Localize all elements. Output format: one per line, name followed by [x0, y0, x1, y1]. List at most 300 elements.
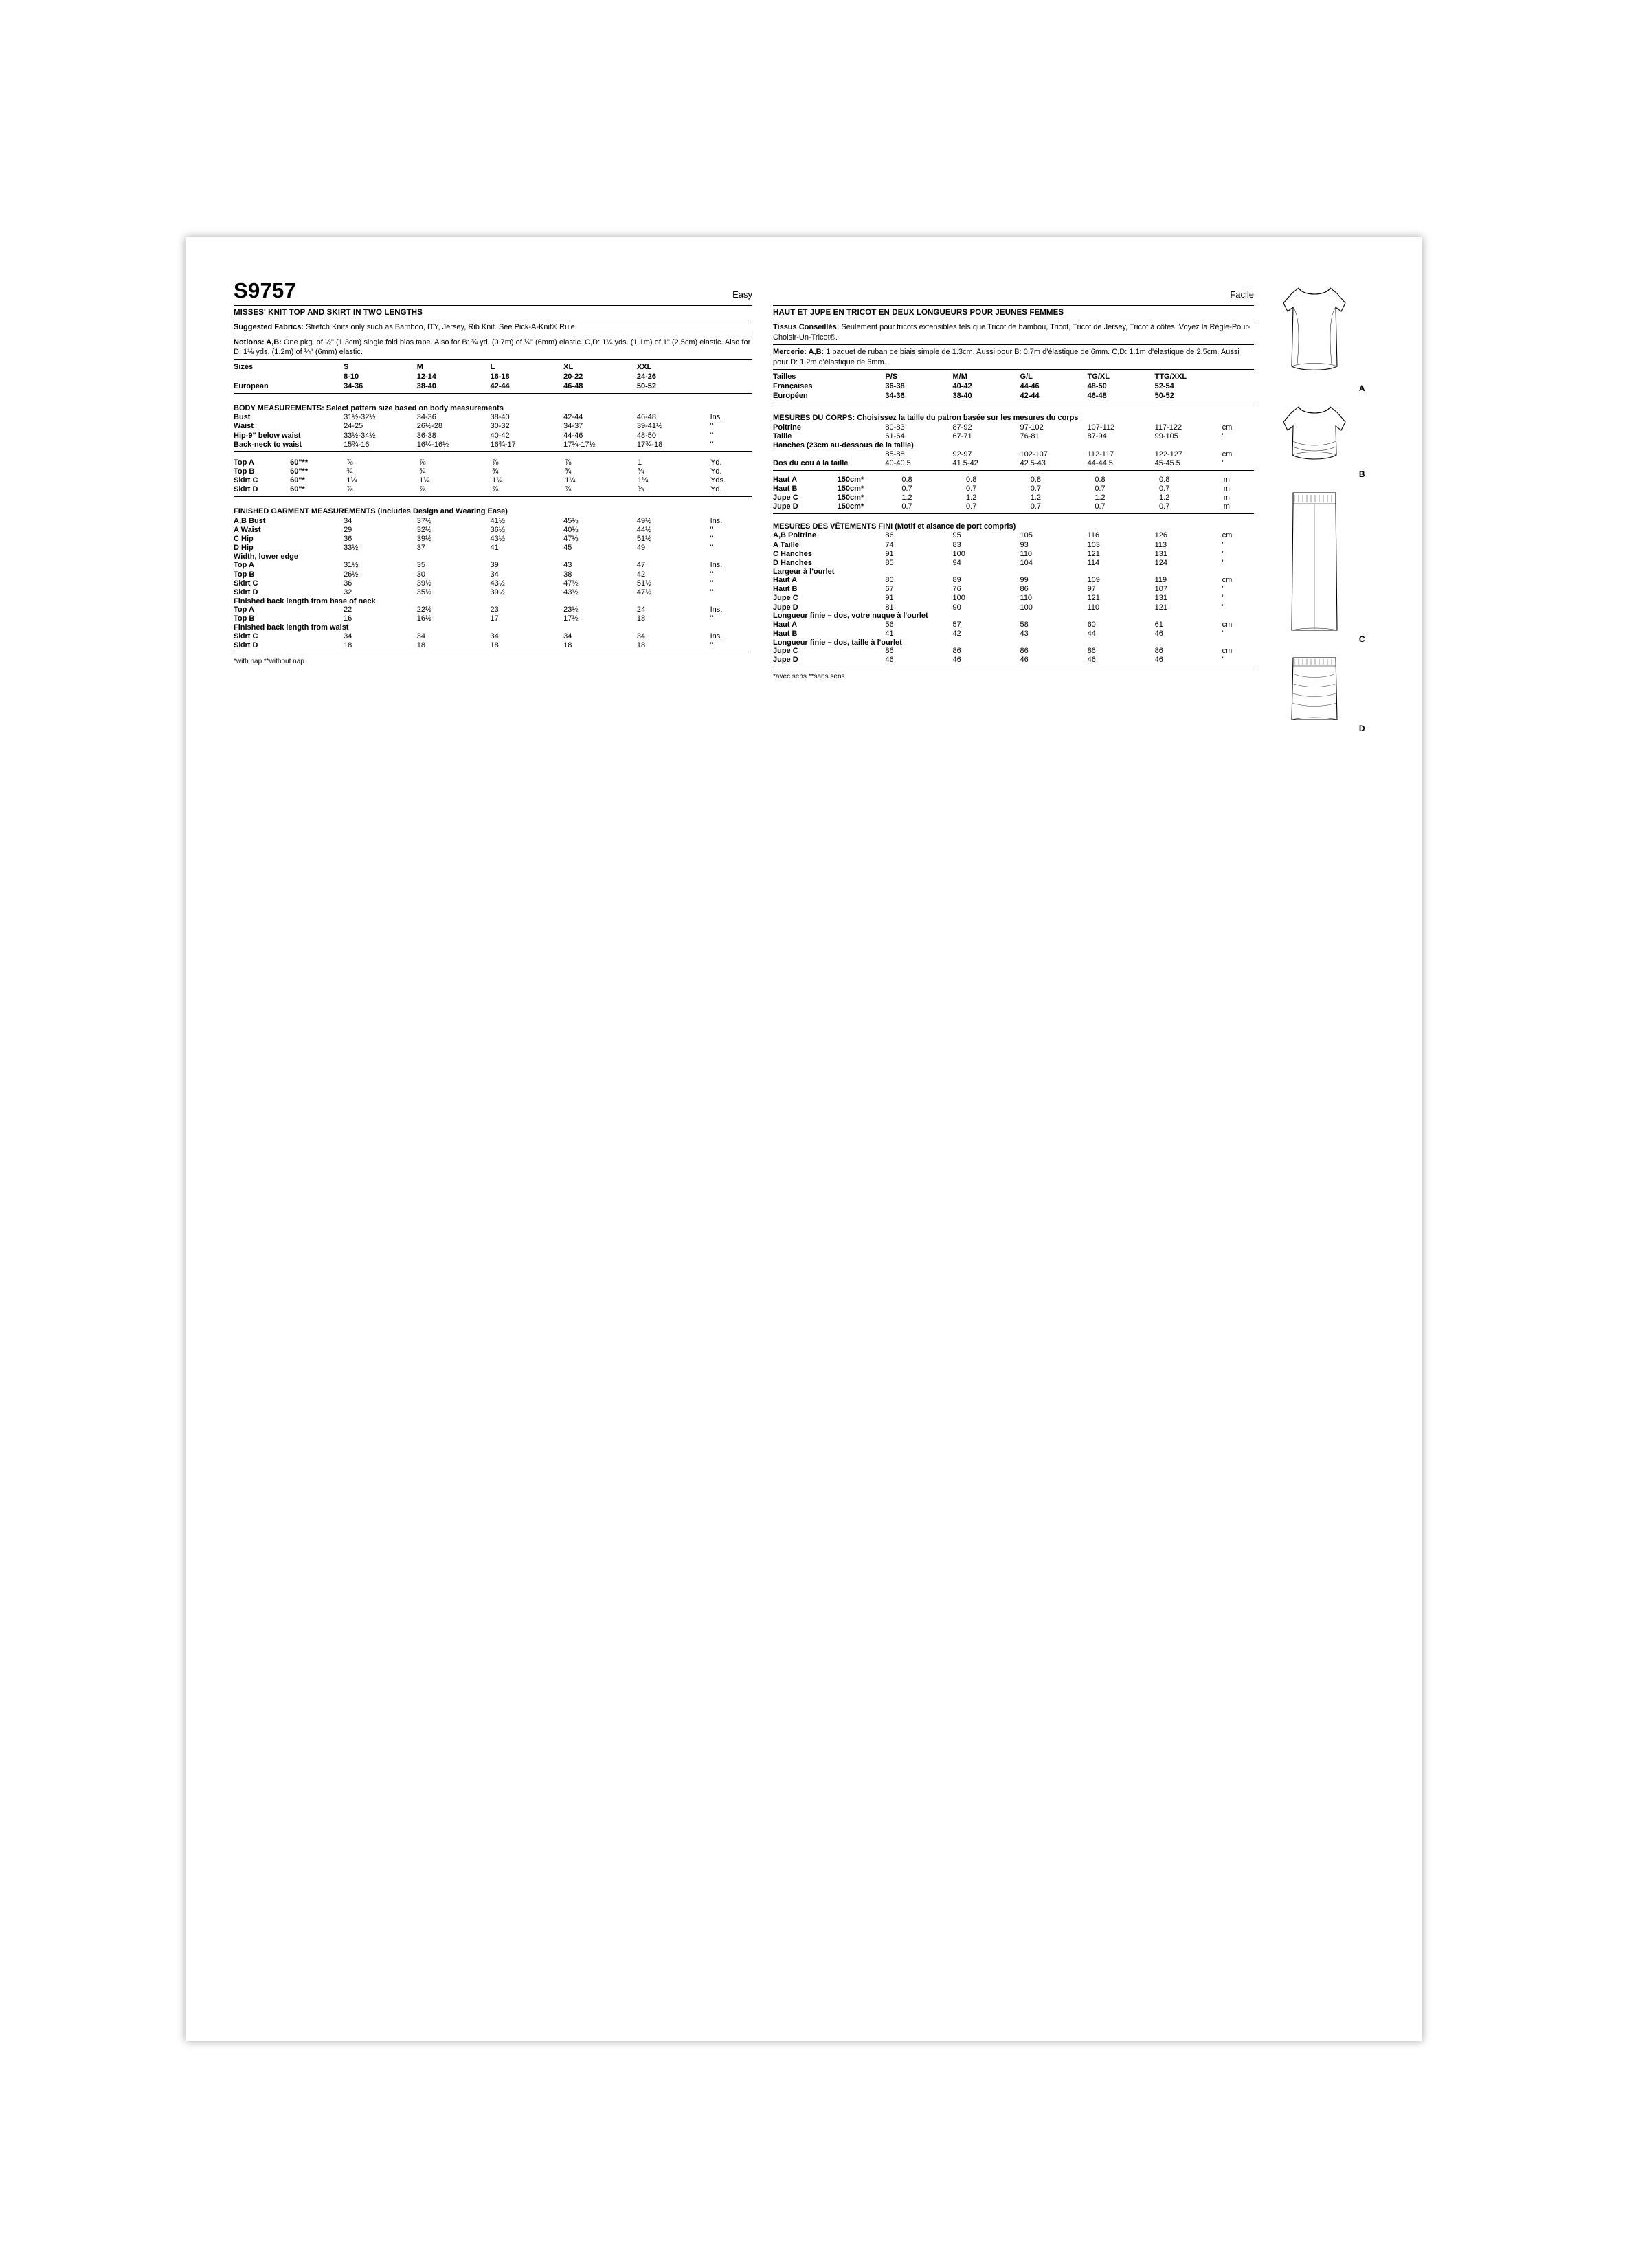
cell: Skirt D	[234, 641, 258, 649]
table-row	[773, 450, 1254, 459]
cell: 46	[1020, 656, 1029, 665]
cell: ⅞	[419, 485, 426, 494]
view-a-sleeveless-top	[1259, 280, 1369, 393]
cell: 95	[952, 531, 961, 540]
table-row	[234, 516, 752, 525]
cell: 42-44	[490, 381, 510, 390]
cell: Jupe C	[773, 647, 798, 656]
cell: 46	[1154, 630, 1163, 638]
cell: 86	[1087, 647, 1096, 656]
cell: 126	[1154, 531, 1167, 540]
cell	[710, 362, 752, 372]
cell: ⅞	[638, 485, 644, 494]
table-row	[234, 544, 752, 553]
table-row	[234, 534, 752, 543]
cell: 18	[416, 641, 426, 649]
cell: 34-36	[344, 381, 363, 390]
cell: 34	[416, 632, 426, 641]
line-drawings-column	[1254, 278, 1374, 733]
cell: 40-40.5	[885, 459, 911, 468]
cell: 43	[563, 561, 572, 570]
suggested-fabrics-text-fr: Seulement pour tricots extensibles tels que Tricot de bambou, Tricot, Tricot de Jersey, Tricot à côtes. Voyez la Règle-Pour-Choisir-Un-Tricot®.	[773, 323, 1250, 342]
cell: 33½-34½	[344, 431, 376, 440]
unit-cell: "	[710, 570, 713, 579]
cell: 93	[1020, 540, 1029, 549]
body-measurements-table-fr	[773, 423, 1254, 468]
cell: ⅞	[492, 485, 499, 494]
cell: 47	[636, 561, 646, 570]
table-row	[773, 540, 1254, 549]
cell: 34-36	[885, 392, 905, 401]
french-section	[773, 278, 1254, 733]
cell: 86	[885, 647, 894, 656]
cell: 43½	[563, 588, 579, 597]
cell: 97	[1087, 585, 1096, 594]
cell: Jupe D	[773, 502, 798, 511]
cell: 0.7	[966, 484, 977, 493]
unit-cell: "	[1222, 594, 1225, 603]
cell: L	[490, 362, 495, 371]
table-row	[773, 629, 1254, 638]
back-length-neck-head-fr: Longueur finie – dos, votre nuque à l'ourlet	[773, 612, 928, 621]
french-title-row	[773, 278, 1254, 303]
notions-text-en: One pkg. of ½" (1.3cm) single fold bias tape. Also for B: ¾ yd. (0.7m) of ¼" (6mm) elastic. C,D: 1¼ yds. (1.1m) of 1" (2.5cm) elastic. Also for D: 1⅛ yds. (1.2m) of ¼" (6mm) elastic.	[234, 337, 751, 357]
european-sizes-label: European	[234, 381, 269, 390]
notions-fr	[773, 347, 1254, 367]
cell: 50-52	[636, 381, 657, 390]
fabric-width: 60"**	[290, 467, 309, 476]
table-row	[773, 391, 1254, 401]
cell: 32½	[416, 525, 432, 534]
cell: 85-88	[885, 450, 905, 459]
unit-cell: "	[710, 544, 713, 553]
finished-measurements-table-fr	[773, 531, 1254, 568]
back-length-waist-table-fr	[773, 647, 1254, 665]
unit-cell: "	[710, 641, 713, 649]
cell: 48-50	[636, 431, 657, 440]
unit-cell: "	[1222, 432, 1225, 441]
cell: 124	[1154, 558, 1167, 567]
table-row	[773, 620, 1254, 629]
cell: 36	[344, 579, 352, 588]
cell: TG/XL	[1087, 373, 1110, 381]
cell: 34-37	[563, 422, 583, 431]
cell: 100	[952, 594, 965, 603]
cell: 42-44	[563, 413, 583, 422]
cell: ¾	[638, 467, 644, 476]
cell: 97-102	[1020, 423, 1044, 432]
cell: 48-50	[1087, 382, 1107, 391]
unit-cell: Yd.	[710, 458, 722, 467]
cell: 0.8	[1095, 475, 1106, 484]
cell: 121	[1154, 603, 1167, 612]
cell: 43	[1020, 630, 1029, 638]
cell: Taille	[773, 432, 792, 441]
yardage-table-en	[234, 458, 752, 494]
cell: 0.7	[1159, 502, 1170, 511]
cell: 86	[1020, 585, 1029, 594]
table-row	[773, 475, 1254, 484]
cell: Hip-9" below waist	[234, 431, 301, 440]
cell: 0.8	[1159, 475, 1170, 484]
cell: ⅞	[419, 458, 426, 467]
cell: 86	[1154, 647, 1163, 656]
cell: 45½	[563, 516, 579, 525]
cell: Bust	[234, 413, 251, 422]
cell: 1.2	[1095, 493, 1106, 502]
table-row	[234, 641, 752, 649]
table-row	[773, 502, 1254, 511]
cell: 0.7	[901, 484, 912, 493]
cell: 24	[636, 605, 646, 614]
cell: 83	[952, 540, 961, 549]
cell: Haut A	[773, 576, 798, 585]
cell	[710, 372, 752, 381]
cell: G/L	[1020, 373, 1033, 381]
cell: 121	[1087, 594, 1100, 603]
cell: 131	[1154, 594, 1167, 603]
difficulty-fr: Facile	[1230, 289, 1254, 300]
cell: ⅞	[565, 485, 572, 494]
cell: D Hip	[234, 544, 254, 553]
table-row	[234, 614, 752, 623]
cell: 46	[952, 656, 961, 665]
pattern-number: S9757	[234, 278, 297, 302]
table-row	[234, 413, 752, 422]
cell: 26½	[344, 570, 359, 579]
cell	[710, 381, 752, 391]
cell: Skirt D	[234, 588, 258, 597]
divider	[773, 513, 1254, 514]
cell: Top A	[234, 605, 254, 614]
cell: 110	[1020, 549, 1033, 558]
cell: 105	[1020, 531, 1033, 540]
unit-cell: cm	[1222, 531, 1233, 540]
cell: 18	[344, 641, 352, 649]
cell: 94	[952, 558, 961, 567]
cell: 1.2	[1159, 493, 1170, 502]
table-row	[234, 372, 752, 381]
table-row	[234, 431, 752, 440]
cell: 46	[1154, 656, 1163, 665]
unit-cell: "	[1222, 585, 1225, 594]
cell: 1¼	[346, 476, 357, 485]
table-row	[773, 585, 1254, 594]
cell: 0.8	[901, 475, 912, 484]
cell: 80	[885, 576, 894, 585]
cell	[1222, 381, 1254, 391]
cell: 58	[1020, 620, 1029, 629]
cell: 90	[952, 603, 961, 612]
cell: Jupe D	[773, 603, 798, 612]
cell: 114	[1087, 558, 1100, 567]
cell: 20-22	[563, 372, 583, 381]
cell: Top B	[234, 570, 255, 579]
unit-cell: "	[710, 431, 713, 440]
table-row	[773, 423, 1254, 432]
cell: Poitrine	[773, 423, 801, 432]
unit-cell: Yd.	[710, 485, 722, 494]
pattern-envelope-back	[186, 237, 1422, 2041]
view-c-long-skirt	[1259, 486, 1369, 644]
cell: 0.8	[966, 475, 977, 484]
cell: Jupe C	[773, 594, 798, 603]
fabric-width: 150cm*	[837, 484, 864, 493]
back-length-neck-head-en: Finished back length from base of neck	[234, 597, 376, 605]
cell: 91	[885, 549, 894, 558]
cell: 39	[490, 561, 499, 570]
cell: 104	[1020, 558, 1033, 567]
cell: 17	[490, 614, 499, 623]
cell: ¾	[419, 467, 426, 476]
table-row	[234, 458, 752, 467]
cell: 51½	[636, 535, 652, 544]
cell: 17¼-17½	[563, 440, 596, 449]
cell: 49½	[636, 516, 652, 525]
unit-cell: Yds.	[710, 476, 726, 485]
table-row	[234, 579, 752, 588]
suggested-fabrics-fr	[773, 322, 1254, 342]
cell: Haut A	[773, 620, 798, 629]
cell: XXL	[636, 362, 652, 371]
cell: 61-64	[885, 432, 905, 441]
cell	[1222, 391, 1254, 401]
cell: 26½-28	[416, 422, 443, 431]
width-lower-edge-head-fr: Largeur à l'ourlet	[773, 567, 835, 576]
view-b-cropped-top	[1259, 400, 1369, 479]
cell: Jupe D	[773, 656, 798, 665]
cell: 87-94	[1087, 432, 1107, 441]
unit-cell: m	[1223, 493, 1230, 502]
cell: 0.7	[1030, 484, 1041, 493]
cell: 24-26	[636, 372, 657, 381]
cell: 44-46	[1020, 382, 1040, 391]
cell: 116	[1087, 531, 1100, 540]
garment-title-en: MISSES' KNIT TOP AND SKIRT IN TWO LENGTHS	[234, 309, 423, 317]
cell: M/M	[952, 373, 967, 381]
table-row	[234, 467, 752, 476]
english-section	[234, 278, 752, 733]
cell	[773, 450, 885, 459]
unit-cell: cm	[1222, 450, 1233, 459]
cell: ⅞	[565, 458, 572, 467]
cell: ¾	[346, 467, 353, 476]
table-row	[773, 432, 1254, 441]
cell: ⅞	[346, 458, 353, 467]
cell: 18	[636, 614, 646, 623]
title-divider-fr	[773, 305, 1254, 306]
cell: 1¼	[565, 476, 576, 485]
table-row	[234, 561, 752, 570]
unit-cell: cm	[1222, 576, 1233, 585]
cell: 42	[636, 570, 646, 579]
cell: S	[344, 362, 349, 371]
cell: 18	[490, 641, 499, 649]
cell: 39½	[416, 579, 432, 588]
unit-cell: cm	[1222, 620, 1233, 629]
cell: 34	[563, 632, 572, 641]
cell: ¾	[492, 467, 499, 476]
cell: 34	[344, 516, 352, 525]
cell: 34-36	[416, 413, 436, 422]
cell: 46-48	[1087, 392, 1107, 401]
unit-cell: "	[710, 440, 713, 449]
suggested-fabrics-label-fr: Tissus Conseillés:	[773, 323, 840, 331]
sizes-label-fr: Tailles	[773, 373, 796, 381]
back-length-waist-head-en: Finished back length from waist	[234, 623, 349, 632]
unit-cell: m	[1223, 502, 1230, 511]
table-row	[234, 570, 752, 579]
cell: 40-42	[490, 431, 510, 440]
cell: 52-54	[1154, 382, 1174, 391]
cell: 61	[1154, 620, 1163, 629]
divider	[773, 470, 1254, 471]
sizes-label-en: Sizes	[234, 362, 254, 371]
cell: 37	[416, 544, 426, 553]
unit-cell: cm	[1222, 423, 1233, 432]
cell: 40½	[563, 525, 579, 534]
cell: 30-32	[490, 422, 510, 431]
fabric-width: 150cm*	[837, 475, 864, 484]
cell: 38	[563, 570, 572, 579]
cell: 85	[885, 558, 894, 567]
cell: A,B Poitrine	[773, 531, 816, 540]
table-row	[773, 647, 1254, 656]
suggested-fabrics-en	[234, 322, 752, 333]
cell: 44-44.5	[1087, 459, 1113, 468]
cell: 0.7	[1095, 484, 1106, 493]
cell: 47½	[563, 579, 579, 588]
cell: 22	[344, 605, 352, 614]
table-row	[773, 493, 1254, 502]
cell: Top B	[234, 614, 255, 623]
notions-text-fr: 1 paquet de ruban de biais simple de 1.3cm. Aussi pour B: 0.7m d'élastique de 6mm. C,D: 1.1m d'élastique de 2.5cm. Aussi pour D: 1.2m d'élastique de 6mm.	[773, 348, 1239, 366]
table-row	[773, 372, 1254, 381]
cell: 15¾-16	[344, 440, 370, 449]
cell: 113	[1154, 540, 1167, 549]
cell: 37½	[416, 516, 432, 525]
cell: 8-10	[344, 372, 359, 381]
cell: 92-97	[952, 450, 972, 459]
table-row	[234, 440, 752, 449]
body-measurements-head-fr: MESURES DU CORPS: Choisissez la taille du patron basée sur les mesures du corps	[773, 414, 1079, 423]
cell: 46-48	[563, 381, 583, 390]
unit-cell: "	[710, 579, 713, 588]
body-measurements-table-en	[234, 413, 752, 449]
cell: 122-127	[1154, 450, 1182, 459]
cell: 45-45.5	[1154, 459, 1180, 468]
cell: 1¼	[419, 476, 430, 485]
cell: 47½	[636, 588, 652, 597]
back-length-neck-table-fr	[773, 620, 1254, 638]
cell: 17½	[563, 614, 579, 623]
back-length-waist-table-en	[234, 632, 752, 649]
cell: 46	[1087, 656, 1096, 665]
cell: Dos du cou à la taille	[773, 459, 849, 468]
sizes-table-en	[234, 362, 752, 391]
unit-cell: "	[710, 614, 713, 623]
width-lower-edge-head-en: Width, lower edge	[234, 552, 299, 561]
cell: 81	[885, 603, 894, 612]
cell: 110	[1087, 603, 1100, 612]
cell: 1¼	[492, 476, 503, 485]
finished-measurements-head-fr: MESURES DES VÊTEMENTS FINI (Motif et aisance de port compris)	[773, 522, 1016, 531]
table-row	[234, 605, 752, 614]
cell: 89	[952, 576, 961, 585]
cell: 67	[885, 585, 894, 594]
table-row	[234, 476, 752, 485]
cell: 131	[1154, 549, 1167, 558]
table-row	[773, 441, 1254, 449]
notions-label-fr: Mercerie: A,B:	[773, 348, 824, 357]
unit-cell: m	[1223, 475, 1230, 484]
cell: 30	[416, 570, 426, 579]
cell: 16-18	[490, 372, 510, 381]
view-label-a: A	[1358, 383, 1365, 393]
fabric-width: 150cm*	[837, 502, 864, 511]
cell: Haut B	[773, 585, 798, 594]
difficulty-en: Easy	[732, 289, 752, 300]
cell: 0.8	[1030, 475, 1041, 484]
unit-cell: "	[1222, 549, 1225, 558]
cell: 86	[1020, 647, 1029, 656]
table-row	[234, 485, 752, 494]
cell: 74	[885, 540, 894, 549]
cell: P/S	[885, 373, 898, 381]
table-row	[234, 422, 752, 431]
cell: 16½	[416, 614, 432, 623]
cell: C Hip	[234, 535, 254, 544]
cell: Skirt C	[234, 579, 258, 588]
divider	[773, 344, 1254, 345]
unit-cell: m	[1223, 484, 1230, 493]
cell	[1222, 372, 1254, 381]
divider	[234, 359, 752, 360]
cell: 0.7	[901, 502, 912, 511]
suggested-fabrics-label-en: Suggested Fabrics:	[234, 323, 304, 331]
cell: 76-81	[1020, 432, 1040, 441]
cell: 0.7	[1030, 502, 1041, 511]
cell: 39½	[416, 535, 432, 544]
cell: 42	[952, 630, 961, 638]
cell: XL	[563, 362, 574, 371]
cell: A Waist	[234, 525, 261, 534]
cell: 16¼-16½	[416, 440, 449, 449]
cell: Skirt C	[234, 632, 258, 641]
view-d-short-skirt	[1259, 651, 1369, 733]
cell: 43½	[490, 535, 505, 544]
cell: Européen	[773, 392, 808, 401]
divider	[234, 393, 752, 394]
notions-label-en: Notions: A,B:	[234, 337, 282, 346]
footnote-fr: *avec sens **sans sens	[773, 673, 845, 680]
unit-cell: Ins.	[710, 632, 723, 641]
table-row	[234, 362, 752, 372]
english-title-row	[234, 278, 752, 303]
cell: 36-38	[885, 382, 905, 391]
cell: 33½	[344, 544, 359, 553]
fabric-width: 60"*	[290, 485, 305, 494]
cell: Back-neck to waist	[234, 440, 302, 449]
cell: 42-44	[1020, 392, 1040, 401]
cell: 34	[490, 632, 499, 641]
table-row	[773, 531, 1254, 540]
cell: 0.7	[966, 502, 977, 511]
table-row	[773, 656, 1254, 665]
unit-cell: Yd.	[710, 467, 722, 476]
cell: 46	[885, 656, 894, 665]
fabric-width: 60"*	[290, 476, 305, 485]
